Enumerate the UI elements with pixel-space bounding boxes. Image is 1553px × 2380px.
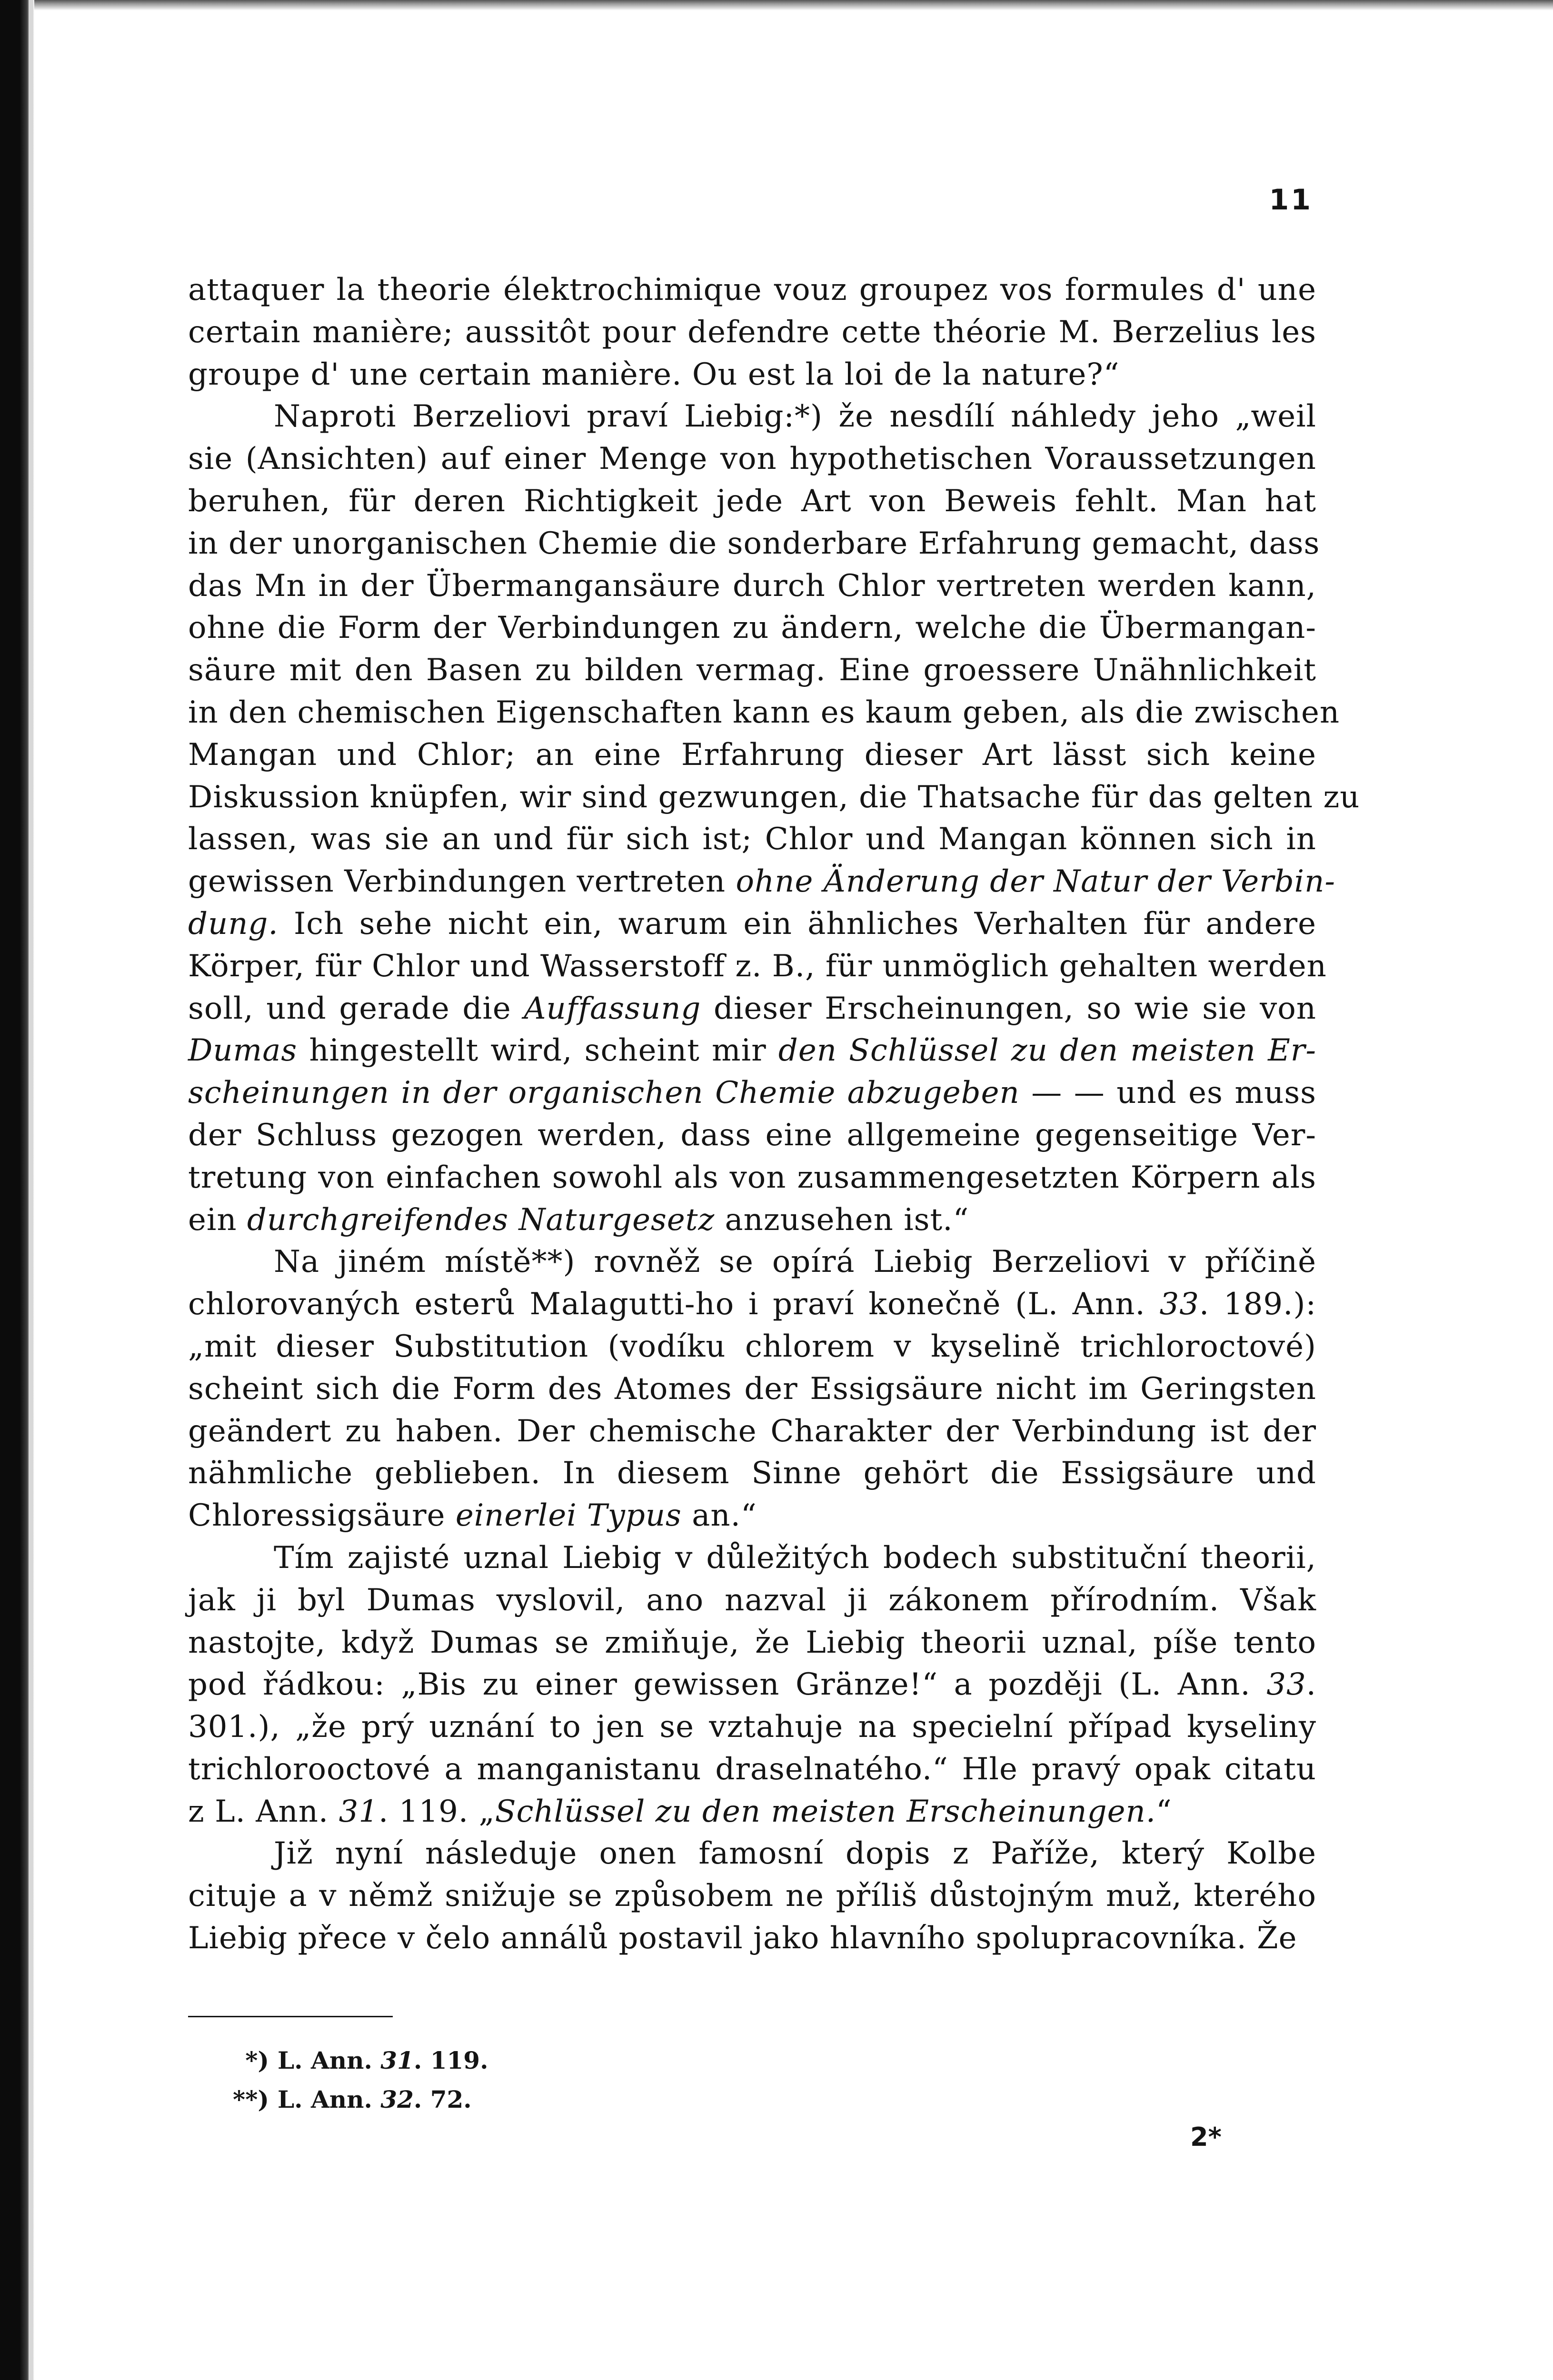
text-segment: tretung von einfachen sowohl als von zusammengesetzten Körpern als	[188, 1160, 1316, 1195]
emphasis-text: 31	[338, 1794, 379, 1829]
text-line	[188, 1326, 1316, 1368]
text-segment: pod řádkou: „Bis zu einer gewissen Gränze!“ a později (L. Ann.	[188, 1667, 1267, 1703]
text-segment: anzusehen ist.“	[715, 1202, 969, 1238]
text-line	[188, 311, 1316, 354]
text-segment: in den chemischen Eigenschaften kann es kaum geben, als die zwischen	[188, 694, 1340, 730]
footnote-page: . 72.	[413, 2085, 472, 2113]
text-line	[188, 692, 1340, 734]
footnote-volume: 31	[380, 2046, 414, 2074]
emphasis-text: durchgreifendes Naturgesetz	[247, 1202, 715, 1238]
text-line	[188, 354, 1316, 396]
text-line	[188, 1114, 1316, 1157]
text-segment: Již nyní následuje onen famosní dopis z Paříže, který Kolbe	[274, 1836, 1316, 1872]
text-segment: . 189.):	[1199, 1287, 1317, 1322]
text-segment: nähmliche geblieben. In diesem Sinne gehört die Essigsäure und	[188, 1456, 1316, 1491]
text-segment: nastojte, když Dumas se zmiňuje, že Liebig theorii uznal, píše tento	[188, 1625, 1316, 1660]
text-segment: beruhen, für deren Richtigkeit jede Art von Beweis fehlt. Man hat	[188, 483, 1316, 519]
text-line	[188, 1791, 1316, 1833]
scan-binding-highlight	[29, 0, 32, 2380]
footnote	[221, 2080, 488, 2119]
text-segment: z L. Ann.	[188, 1794, 339, 1829]
text-line	[188, 861, 1335, 903]
footnote-rule	[188, 2016, 393, 2017]
text-line	[188, 1495, 1316, 1537]
text-segment: — — und es muss	[1019, 1075, 1317, 1111]
emphasis-text: 33	[1266, 1667, 1306, 1703]
text-segment: sie (Ansichten) auf einer Menge von hypothetischen Voraussetzungen	[188, 441, 1316, 477]
sheet-signature: 2*	[1190, 2122, 1222, 2152]
text-line	[188, 818, 1316, 861]
text-line	[188, 1410, 1316, 1453]
text-segment: attaquer la theorie élektrochimique vouz groupez vos formules d' une	[188, 272, 1316, 307]
text-segment: Tím zajisté uznal Liebig v důležitých bodech substituční theorii,	[274, 1540, 1316, 1576]
text-line	[188, 607, 1316, 649]
text-line	[188, 396, 1316, 438]
text-segment: certain manière; aussitôt pour defendre cette théorie M. Berzelius les	[188, 314, 1316, 350]
emphasis-text: 33	[1159, 1287, 1199, 1322]
emphasis-text: einerlei Typus	[455, 1498, 682, 1534]
text-line	[188, 945, 1327, 988]
text-segment: scheint sich die Form des Atomes der Essigsäure nicht im Geringsten	[188, 1371, 1316, 1407]
text-segment: an.“	[681, 1498, 757, 1534]
text-segment: Naproti Berzeliovi praví Liebig:*) že nesdílí náhledy jeho „weil	[274, 399, 1316, 435]
text-line	[188, 1368, 1316, 1410]
page-number: 11	[1269, 183, 1313, 217]
text-line	[188, 1283, 1316, 1326]
text-line	[188, 269, 1316, 311]
text-segment: .	[1306, 1667, 1316, 1703]
text-line	[188, 1452, 1316, 1495]
text-line	[188, 903, 1316, 945]
text-segment: Körper, für Chlor und Wasserstoff z. B., für unmöglich gehalten werden	[188, 948, 1327, 984]
text-line	[188, 1199, 1316, 1241]
text-segment: lassen, was sie an und für sich ist; Chlor und Mangan können sich in	[188, 822, 1316, 857]
emphasis-text: dung.	[188, 906, 279, 942]
text-segment: das Mn in der Übermangansäure durch Chlor vertreten werden kann,	[188, 568, 1316, 604]
emphasis-text: ohne Änderung der Natur der Verbin-	[736, 864, 1335, 900]
text-segment: Diskussion knüpfen, wir sind gezwungen, die Thatsache für das gelten zu	[188, 779, 1360, 815]
text-line	[188, 734, 1316, 776]
text-line	[188, 1241, 1316, 1283]
emphasis-text: Dumas	[188, 1033, 298, 1069]
scan-top-edge	[34, 0, 1553, 10]
text-line	[188, 1537, 1316, 1579]
text-segment: „mit dieser Substitution (vodíku chlorem v kyselině trichloroctové)	[188, 1329, 1316, 1364]
text-segment: Na jiném místě**) rovněž se opírá Liebig Berzeliovi v příčině	[274, 1244, 1316, 1280]
emphasis-text: Auffassung	[524, 991, 701, 1026]
text-line	[188, 1748, 1316, 1791]
text-line	[188, 1917, 1316, 1960]
text-segment: geändert zu haben. Der chemische Charakter der Verbindung ist der	[188, 1413, 1316, 1449]
text-line	[188, 523, 1320, 565]
text-segment: chlorovaných esterů Malagutti-ho i praví konečně (L. Ann.	[188, 1287, 1160, 1322]
body-text	[188, 269, 1360, 1960]
text-line	[188, 1072, 1316, 1114]
text-line	[188, 1706, 1316, 1748]
text-line	[188, 1622, 1316, 1664]
text-line	[188, 776, 1360, 819]
text-segment: . 119. „	[378, 1794, 495, 1829]
text-segment: säure mit den Basen zu bilden vermag. Eine groessere Unähnlichkeit	[188, 653, 1316, 688]
emphasis-text: den Schlüssel zu den meisten Er-	[778, 1033, 1316, 1069]
text-line	[188, 480, 1316, 523]
text-segment: hingestellt wird, scheint mir	[297, 1033, 778, 1069]
text-segment: der Schluss gezogen werden, dass eine allgemeine gegenseitige Ver-	[188, 1117, 1316, 1153]
footnotes	[221, 2041, 488, 2119]
footnote-mark: *)	[245, 2046, 269, 2074]
footnote-mark: **)	[233, 2085, 269, 2113]
text-segment: in der unorganischen Chemie die sonderbare Erfahrung gemacht, dass	[188, 526, 1320, 561]
footnote-volume: 32	[380, 2085, 414, 2113]
text-line	[188, 1030, 1316, 1072]
text-segment: Chloressigsäure	[188, 1498, 456, 1534]
text-segment: 301.), „že prý uznání to jen se vztahuje na specielní případ kyseliny	[188, 1709, 1316, 1745]
text-line	[188, 1157, 1316, 1199]
text-segment: gewissen Verbindungen vertreten	[188, 864, 736, 900]
text-line	[188, 1579, 1316, 1622]
text-segment: groupe d' une certain manière. Ou est la loi de la nature?“	[188, 357, 1120, 392]
text-line	[188, 1875, 1316, 1917]
footnote-text: L. Ann.	[278, 2046, 381, 2074]
footnote	[221, 2041, 488, 2080]
text-segment: Liebig přece v čelo annálů postavil jako hlavního spolupracovníka. Že	[188, 1921, 1297, 1956]
text-segment: Ich sehe nicht ein, warum ein ähnliches Verhalten für andere	[278, 906, 1316, 942]
text-segment: dieser Erscheinungen, so wie sie von	[701, 991, 1317, 1026]
emphasis-text: scheinungen in der organischen Chemie abzugeben	[188, 1075, 1020, 1111]
text-segment: ohne die Form der Verbindungen zu ändern, welche die Übermangan-	[188, 610, 1316, 646]
text-line	[188, 438, 1316, 480]
footnote-page: . 119.	[413, 2046, 488, 2074]
text-line	[188, 565, 1316, 607]
footnote-text: L. Ann.	[278, 2085, 381, 2113]
text-segment: Mangan und Chlor; an eine Erfahrung dieser Art lässt sich keine	[188, 737, 1316, 773]
text-segment: “	[1156, 1794, 1172, 1829]
text-line	[188, 649, 1316, 692]
text-segment: cituje a v němž snižuje se způsobem ne příliš důstojným muž, kterého	[188, 1878, 1316, 1914]
text-segment: soll, und gerade die	[188, 991, 524, 1026]
emphasis-text: Schlüssel zu den meisten Erscheinungen.	[495, 1794, 1156, 1829]
text-segment: ein	[188, 1202, 247, 1238]
text-line	[188, 988, 1316, 1030]
text-segment: jak ji byl Dumas vyslovil, ano nazval ji zákonem přírodním. Však	[188, 1582, 1316, 1618]
text-line	[188, 1664, 1316, 1706]
text-line	[188, 1833, 1316, 1875]
text-segment: trichlorooctové a manganistanu draselnatého.“ Hle pravý opak citatu	[188, 1751, 1316, 1787]
